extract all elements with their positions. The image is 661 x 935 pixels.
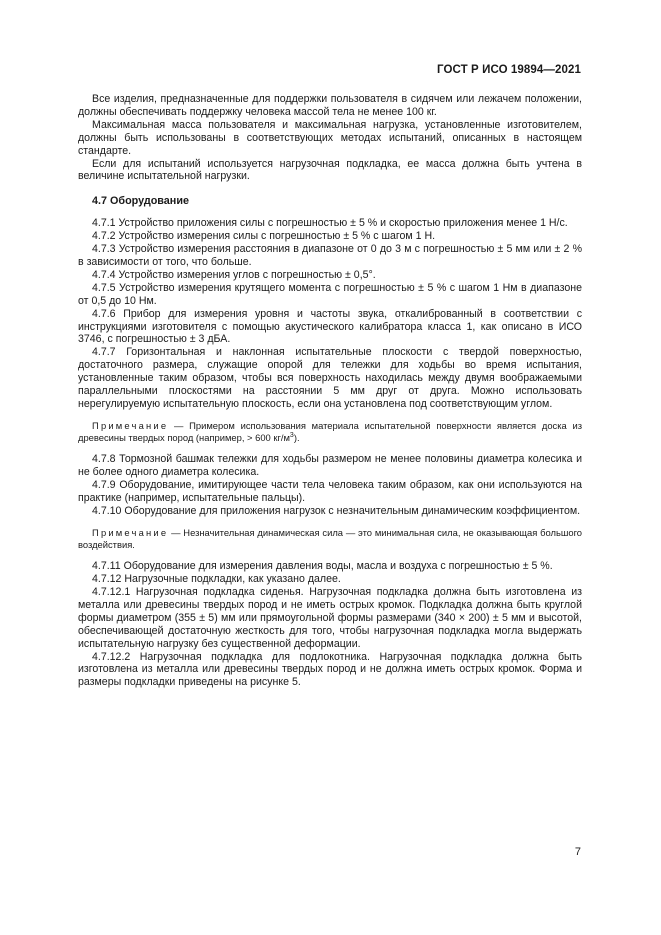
paragraph-4-7-7: 4.7.7 Горизонтальная и наклонная испытательные плоскости с твердой поверхностью, достаточного размера, служащие опорой для тележки для ходьбы во время испытания, установленные таким образом, чтобы вся поверхность находилась между двумя воображаемыми параллельными плоскостями на расстоянии 5 мм друг от друга. Можно использовать нерегулируемую испытательную плоскость, если она установлена под соответствующим углом. (78, 346, 582, 410)
paragraph-4-7-1: 4.7.1 Устройство приложения силы с погрешностью ± 5 % и скоростью приложения менее 1 Н/с. (92, 217, 568, 230)
note-1-superscript: 3 (289, 432, 294, 440)
note-2-label: Примечание (92, 526, 169, 538)
page-number: 7 (574, 846, 581, 858)
paragraph-4-7-12-2: 4.7.12.2 Нагрузочная подкладка для подлокотника. Нагрузочная подкладка должна быть изготовлена из металла или древесины твердых пород и не должна иметь острых кромок. Форма и размеры подкладки приведены на рисунке 5. (78, 650, 582, 689)
note-1 (78, 420, 582, 444)
page-body (78, 93, 582, 689)
note-1-text: — Примером использования материала испытательной поверхности является доска из древесины твердых пород (например, > 600 кг/м (78, 419, 583, 444)
paragraph-4-7-9: 4.7.9 Оборудование, имитирующее части тела человека таким образом, как они используются на практике (например, испытательные пальцы). (78, 479, 582, 504)
paragraph-4-7-12-1: 4.7.12.1 Нагрузочная подкладка сиденья. Нагрузочная подкладка должна быть изготовлена из металла или древесины твердых пород и не иметь острых кромок. Подкладка должна быть круглой формы диаметром (355 ± 5) мм или прямоугольной формы размерами (340 × 200) ± 5 мм и высотой, обеспечивающей достаточную жесткость для того, чтобы нагрузочная подкладка могла выдержать испытательную нагрузку без существенной деформации. (78, 586, 582, 650)
paragraph-4-7-12: 4.7.12 Нагрузочные подкладки, как указано далее. (92, 573, 341, 586)
paragraph-4-7-4: 4.7.4 Устройство измерения углов с погрешностью ± 0,5°. (92, 268, 376, 281)
paragraph-4-7-11: 4.7.11 Оборудование для измерения давления воды, масла и воздуха с погрешностью ± 5 %. (92, 560, 553, 573)
paragraph-intro-3: Если для испытаний используется нагрузочная подкладка, ее масса должна быть учтена в величине испытательной нагрузки. (78, 157, 582, 183)
paragraph-intro-1: Все изделия, предназначенные для поддержки пользователя в сидячем или лежачем положении, должны обеспечивать поддержку человека массой тела не менее 100 кг. (78, 93, 582, 118)
paragraph-4-7-8: 4.7.8 Тормозной башмак тележки для ходьбы размером не менее половины диаметра колесика и не более одного диаметра колесика. (78, 453, 582, 479)
paragraph-4-7-6: 4.7.6 Прибор для измерения уровня и частоты звука, откалиброванный в соответствии с инструкциями изготовителя с помощью акустического калибратора класса 1, как описано в ИСО 3746, с погрешностью ± 3 дБА. (78, 307, 582, 346)
note-2 (78, 527, 582, 551)
section-title-4-7: 4.7 Оборудование (92, 195, 189, 208)
note-1-tail: ). (293, 432, 300, 444)
paragraph-4-7-2: 4.7.2 Устройство измерения силы с погрешностью ± 5 % с шагом 1 Н. (92, 230, 436, 243)
paragraph-intro-2: Максимальная масса пользователя и максимальная нагрузка, установленные изготовителем, должны быть использованы в соответствующих методах испытаний, описанных в настоящем стандарте. (78, 118, 582, 157)
paragraph-4-7-3: 4.7.3 Устройство измерения расстояния в диапазоне от 0 до 3 м с погрешностью ± 5 мм или ± 2 % в зависимости от того, что больше. (78, 243, 582, 268)
paragraph-4-7-10: 4.7.10 Оборудование для приложения нагрузок с незначительным динамическим коэффициентом. (92, 504, 581, 517)
note-2-text: — Незначительная динамическая сила — это минимальная сила, не оказывающая большого воздействия. (78, 526, 582, 550)
document-header-id: ГОСТ Р ИСО 19894—2021 (436, 64, 581, 76)
paragraph-4-7-5: 4.7.5 Устройство измерения крутящего момента с погрешностью ± 5 % с шагом 1 Нм в диапазоне от 0,5 до 10 Нм. (78, 281, 582, 307)
note-1-label: Примечание (92, 419, 169, 431)
